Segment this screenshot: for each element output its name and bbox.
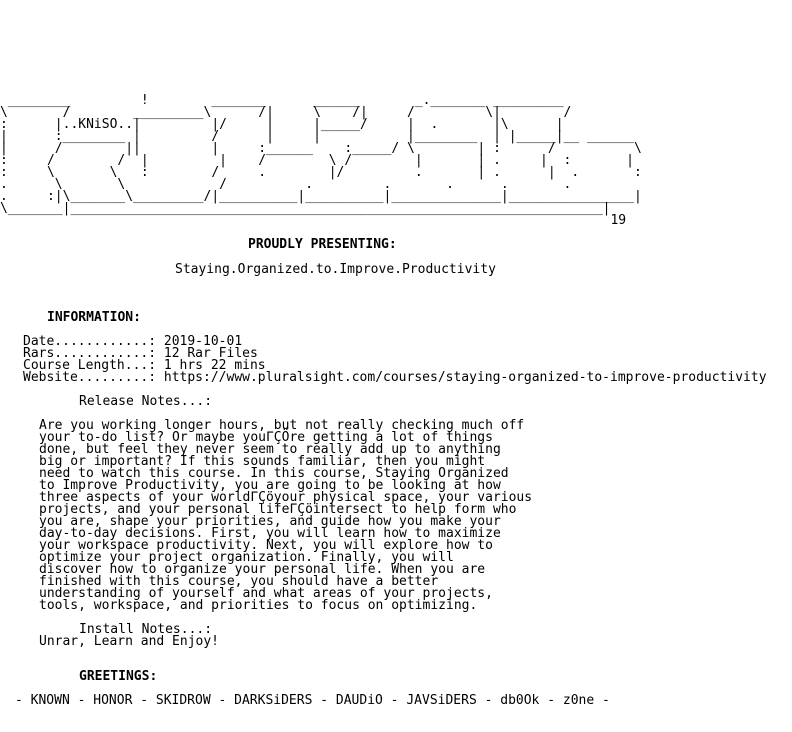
release-notes-heading: Release Notes...:	[79, 394, 213, 409]
release-title: Staying.Organized.to.Improve.Productivity	[175, 262, 496, 277]
ascii-art-logo: ________ ! _______ ______ _._______ _________ \ / _________\ /| \ /| / \| / : |..KNiSO..| |/ | |_____/ | . |\ | | :________ | / | | |________ | |_____|__ ______ | / || | :______ :_____/ \ | : / \ : / / | | / \ / | | . | : | : \ \ : / . |/ . | . | . : . \ \ / . . . . . . :|\_______\_________/|__________|__________|______________|________________| \_______|____________________________________________________________________| 19	[0, 93, 642, 228]
info-rars: Rars............: 12 Rar Files	[23, 346, 258, 361]
info-date: Date............: 2019-10-01	[23, 334, 243, 349]
greetings-heading: GREETINGS:	[79, 669, 158, 684]
info-course-length: Course Length...: 1 hrs 22 mins	[23, 358, 266, 373]
information-heading: INFORMATION:	[47, 310, 141, 325]
greetings-groups: - KNOWN - HONOR - SKIDROW - DARKSiDERS - DAUDiO - JAVSiDERS - db0Ok - z0ne -	[15, 693, 610, 708]
install-notes-heading: Install Notes...:	[79, 622, 213, 637]
release-notes-body: Are you working longer hours, but not really checking much off your to-do list? Or maybe youΓÇÖre getting a lot of things done, but feel they never seem to really add up to anything big or important? If this sounds familiar, then you might need to watch this course. In this course, Staying Organized to Improve Productivity, you are going to be looking at how three aspects of your worldΓÇöyour physical space, your various projects, and your personal lifeΓÇöintersect to help form who you are, shape your priorities, and guide how you make your day-to-day decisions. First, you will learn how to maximize your workspace productivity. Next, you will explore how to optimize your project organization. Finally, you will discover how to organize your personal life. When you are finished with this course, you should have a better understanding of yourself and what areas of your projects, tools, workspace, and priorities to focus on optimizing.	[39, 418, 533, 613]
info-website: Website.........: https://www.pluralsight.com/courses/staying-organized-to-improve-productivity	[23, 370, 767, 385]
install-notes-body: Unrar, Learn and Enjoy!	[39, 634, 220, 649]
presenting-label: PROUDLY PRESENTING:	[248, 237, 397, 252]
